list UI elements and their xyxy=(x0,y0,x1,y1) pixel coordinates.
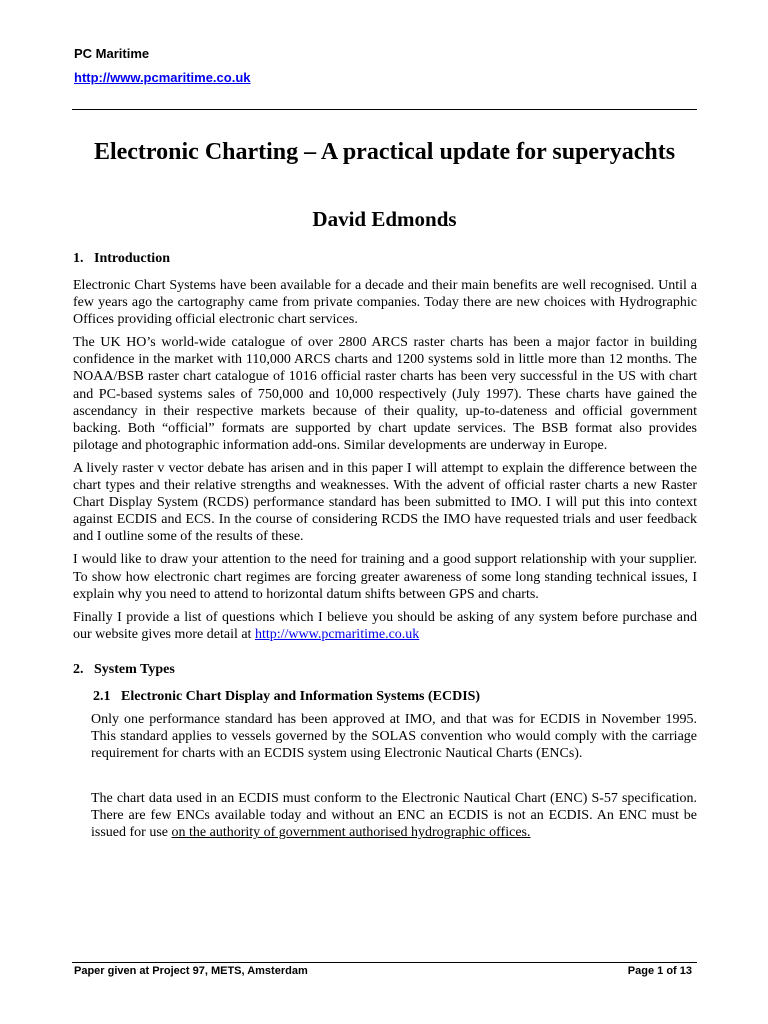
section-heading-introduction xyxy=(73,250,697,267)
paragraph-intro-4: I would like to draw your attention to the need for training and a good support relationship with your supplier. To show how electronic chart regimes are forcing greater awareness of some long standing technical issues, I explain why you need to attend to horizontal datum shifts between GPS and charts. xyxy=(73,552,697,602)
paragraph-text: The chart data used in an ECDIS must conform to the Electronic Nautical Chart (ENC) S-57 specification. There are few ENCs available today and without an ENC an ECDIS is not an ECDIS. An ENC must be issued for use xyxy=(91,791,697,841)
paragraph-text: Finally I provide a list of questions which I believe you should be asking of any system before purchase and our website gives more detail at xyxy=(73,609,697,642)
header-url-link[interactable]: http://www.pcmaritime.co.uk xyxy=(74,70,251,85)
paragraph-ecdis-1: Only one performance standard has been approved at IMO, and that was for ECDIS in November 1995. This standard applies to vessels governed by the SOLAS convention who would comply with the carriage requirement for charts with an ECDIS system using Electronic Nautical Charts (ENCs). xyxy=(91,711,697,762)
underlined-phrase: on the authority of government authorised hydrographic offices. xyxy=(171,825,531,841)
subsection-number: 2.1 xyxy=(93,688,111,704)
website-link[interactable]: http://www.pcmaritime.co.uk xyxy=(254,626,420,642)
section-heading-system-types xyxy=(73,661,697,678)
section-number: 1. xyxy=(73,251,84,266)
paragraph-intro-3: A lively raster v vector debate has arisen and in this paper I will attempt to explain the difference between the chart types and their relative strengths and weaknesses. With the advent of official raster charts a new Raster Chart Display System (RCDS) performance standard has been submitted to IMO. I will put this into context against ECDIS and ECS. In the course of considering RCDS the IMO have requested trials and user feedback and I outline some of the results of these. xyxy=(73,460,697,545)
footer-page-number: Page 1 of 13 xyxy=(627,965,692,977)
document-body xyxy=(73,250,697,847)
subsection-title: Electronic Chart Display and Information Systems (ECDIS) xyxy=(121,688,481,704)
document-title: Electronic Charting – A practical update for superyachts xyxy=(93,139,676,165)
header-company: PC Maritime xyxy=(74,46,150,61)
section-title: System Types xyxy=(94,661,175,677)
footer-divider xyxy=(72,962,697,963)
paragraph-ecdis-2 xyxy=(91,790,697,841)
document-author: David Edmonds xyxy=(312,207,457,231)
section-number: 2. xyxy=(73,661,84,677)
paragraph-intro-2: The UK HO’s world-wide catalogue of over 2800 ARCS raster charts has been a major factor in building confidence in the market with 110,000 ARCS charts and 1200 systems sold in little more than 12 months. The NOAA/BSB raster chart catalogue of 1016 official raster charts has been very successful in the US with chart and PC-based systems sales of 750,000 and 10,000 respectively (July 1997). These charts have gained the ascendancy in their respective markets because of their quality, up-to-dateness and official government backing. Both “official” formats are supported by chart update services. The BSB format also provides pilotage and photographic information add-ons. Similar developments are underway in Europe. xyxy=(73,335,697,453)
footer-source: Paper given at Project 97, METS, Amsterdam xyxy=(74,965,308,977)
paragraph-intro-1: Electronic Chart Systems have been available for a decade and their main benefits are well recognised. Until a few years ago the cartography came from private companies. Today there are new choices with Hydrographic Offices providing official electronic chart services. xyxy=(73,278,697,328)
paragraph-intro-5 xyxy=(73,609,697,643)
subsection-heading-ecdis xyxy=(93,688,697,705)
section-title: Introduction xyxy=(94,251,170,266)
header-divider xyxy=(72,109,697,110)
